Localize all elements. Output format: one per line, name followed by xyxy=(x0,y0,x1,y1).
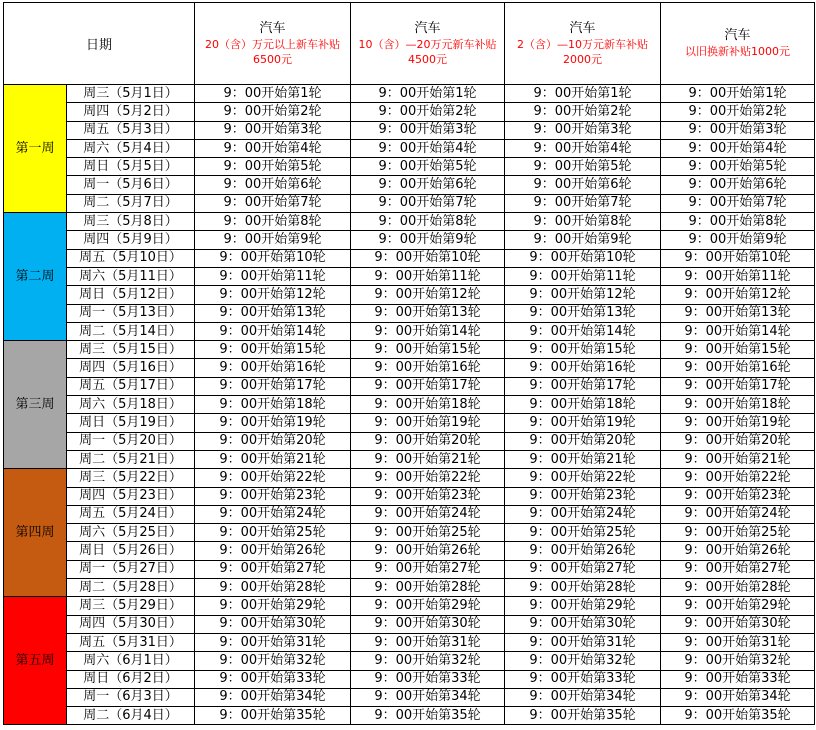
round-cell: 9：00开始第30轮 xyxy=(661,615,815,633)
round-cell: 9：00开始第26轮 xyxy=(661,542,815,560)
header-column-2 xyxy=(351,3,505,85)
round-cell: 9：00开始第16轮 xyxy=(195,359,351,377)
date-cell: 周一（5月27日） xyxy=(67,560,195,578)
round-cell: 9：00开始第8轮 xyxy=(195,213,351,231)
round-cell: 9：00开始第20轮 xyxy=(661,432,815,450)
round-cell: 9：00开始第16轮 xyxy=(505,359,661,377)
round-cell: 9：00开始第17轮 xyxy=(351,377,505,395)
round-cell: 9：00开始第30轮 xyxy=(505,615,661,633)
round-cell: 9：00开始第27轮 xyxy=(351,560,505,578)
date-cell: 周日（5月5日） xyxy=(67,158,195,176)
round-cell: 9：00开始第6轮 xyxy=(351,176,505,194)
table-row xyxy=(4,103,815,121)
round-cell: 9：00开始第16轮 xyxy=(351,359,505,377)
date-header-label: 日期 xyxy=(86,38,113,53)
date-cell: 周五（5月31日） xyxy=(67,633,195,651)
round-cell: 9：00开始第1轮 xyxy=(661,85,815,103)
round-cell: 9：00开始第17轮 xyxy=(505,377,661,395)
round-cell: 9：00开始第2轮 xyxy=(195,103,351,121)
table-row xyxy=(4,194,815,212)
date-cell: 周六（5月4日） xyxy=(67,139,195,157)
round-cell: 9：00开始第29轮 xyxy=(661,597,815,615)
round-cell: 9：00开始第6轮 xyxy=(505,176,661,194)
table-row xyxy=(4,524,815,542)
round-cell: 9：00开始第28轮 xyxy=(351,579,505,597)
round-cell: 9：00开始第20轮 xyxy=(351,432,505,450)
round-cell: 9：00开始第24轮 xyxy=(661,505,815,523)
round-cell: 9：00开始第26轮 xyxy=(505,542,661,560)
round-cell: 9：00开始第17轮 xyxy=(661,377,815,395)
round-cell: 9：00开始第12轮 xyxy=(351,286,505,304)
table-row xyxy=(4,249,815,267)
round-cell: 9：00开始第11轮 xyxy=(195,267,351,285)
round-cell: 9：00开始第24轮 xyxy=(195,505,351,523)
table-row xyxy=(4,213,815,231)
round-cell: 9：00开始第27轮 xyxy=(661,560,815,578)
round-cell: 9：00开始第13轮 xyxy=(661,304,815,322)
round-cell: 9：00开始第25轮 xyxy=(661,524,815,542)
round-cell: 9：00开始第35轮 xyxy=(351,707,505,725)
table-row xyxy=(4,231,815,249)
round-cell: 9：00开始第26轮 xyxy=(351,542,505,560)
table-row xyxy=(4,341,815,359)
round-cell: 9：00开始第1轮 xyxy=(351,85,505,103)
table-row xyxy=(4,652,815,670)
date-cell: 周三（5月22日） xyxy=(67,469,195,487)
round-cell: 9：00开始第14轮 xyxy=(661,322,815,340)
date-cell: 周六（6月1日） xyxy=(67,652,195,670)
round-cell: 9：00开始第3轮 xyxy=(351,121,505,139)
round-cell: 9：00开始第7轮 xyxy=(505,194,661,212)
column-title: 汽车 xyxy=(414,20,441,36)
round-cell: 9：00开始第31轮 xyxy=(195,633,351,651)
table-row xyxy=(4,377,815,395)
header-column-4 xyxy=(661,3,815,85)
round-cell: 9：00开始第30轮 xyxy=(351,615,505,633)
round-cell: 9：00开始第33轮 xyxy=(661,670,815,688)
round-cell: 9：00开始第21轮 xyxy=(351,450,505,468)
round-cell: 9：00开始第14轮 xyxy=(351,322,505,340)
round-cell: 9：00开始第26轮 xyxy=(195,542,351,560)
round-cell: 9：00开始第5轮 xyxy=(195,158,351,176)
round-cell: 9：00开始第8轮 xyxy=(661,213,815,231)
column-title: 汽车 xyxy=(569,20,596,36)
table-row xyxy=(4,597,815,615)
table-row xyxy=(4,542,815,560)
round-cell: 9：00开始第35轮 xyxy=(661,707,815,725)
round-cell: 9：00开始第10轮 xyxy=(195,249,351,267)
round-cell: 9：00开始第8轮 xyxy=(351,213,505,231)
round-cell: 9：00开始第17轮 xyxy=(195,377,351,395)
date-cell: 周六（5月11日） xyxy=(67,267,195,285)
round-cell: 9：00开始第31轮 xyxy=(661,633,815,651)
round-cell: 9：00开始第2轮 xyxy=(351,103,505,121)
round-cell: 9：00开始第19轮 xyxy=(661,414,815,432)
column-subtitle-line: 4500元 xyxy=(408,52,448,66)
date-cell: 周四（5月30日） xyxy=(67,615,195,633)
round-cell: 9：00开始第10轮 xyxy=(661,249,815,267)
date-cell: 周三（5月1日） xyxy=(67,85,195,103)
round-cell: 9：00开始第29轮 xyxy=(505,597,661,615)
round-cell: 9：00开始第21轮 xyxy=(505,450,661,468)
date-cell: 周五（5月17日） xyxy=(67,377,195,395)
header-date-cell xyxy=(4,3,195,85)
table-row xyxy=(4,579,815,597)
date-cell: 周六（5月25日） xyxy=(67,524,195,542)
table-row xyxy=(4,121,815,139)
round-cell: 9：00开始第23轮 xyxy=(505,487,661,505)
round-cell: 9：00开始第20轮 xyxy=(505,432,661,450)
date-cell: 周三（5月15日） xyxy=(67,341,195,359)
round-cell: 9：00开始第23轮 xyxy=(195,487,351,505)
round-cell: 9：00开始第6轮 xyxy=(661,176,815,194)
round-cell: 9：00开始第30轮 xyxy=(195,615,351,633)
round-cell: 9：00开始第29轮 xyxy=(195,597,351,615)
round-cell: 9：00开始第34轮 xyxy=(661,688,815,706)
date-cell: 周日（5月19日） xyxy=(67,414,195,432)
date-cell: 周一（5月20日） xyxy=(67,432,195,450)
date-cell: 周日（6月2日） xyxy=(67,670,195,688)
date-cell: 周三（5月8日） xyxy=(67,213,195,231)
date-cell: 周四（5月9日） xyxy=(67,231,195,249)
round-cell: 9：00开始第14轮 xyxy=(195,322,351,340)
date-cell: 周五（5月10日） xyxy=(67,249,195,267)
round-cell: 9：00开始第34轮 xyxy=(351,688,505,706)
round-cell: 9：00开始第10轮 xyxy=(505,249,661,267)
round-cell: 9：00开始第20轮 xyxy=(195,432,351,450)
table-row xyxy=(4,615,815,633)
round-cell: 9：00开始第33轮 xyxy=(195,670,351,688)
round-cell: 9：00开始第31轮 xyxy=(351,633,505,651)
table-row xyxy=(4,487,815,505)
round-cell: 9：00开始第8轮 xyxy=(505,213,661,231)
table-row xyxy=(4,158,815,176)
round-cell: 9：00开始第7轮 xyxy=(661,194,815,212)
week-label-cell: 第五周 xyxy=(4,597,67,725)
round-cell: 9：00开始第19轮 xyxy=(351,414,505,432)
round-cell: 9：00开始第18轮 xyxy=(351,396,505,414)
round-cell: 9：00开始第13轮 xyxy=(195,304,351,322)
column-title: 汽车 xyxy=(259,20,286,36)
table-row xyxy=(4,560,815,578)
round-cell: 9：00开始第31轮 xyxy=(505,633,661,651)
round-cell: 9：00开始第10轮 xyxy=(351,249,505,267)
table-row xyxy=(4,432,815,450)
round-cell: 9：00开始第6轮 xyxy=(195,176,351,194)
round-cell: 9：00开始第4轮 xyxy=(505,139,661,157)
round-cell: 9：00开始第18轮 xyxy=(195,396,351,414)
column-subtitle-line: 10（含）—20万元新车补贴 xyxy=(358,37,497,51)
round-cell: 9：00开始第2轮 xyxy=(505,103,661,121)
round-cell: 9：00开始第28轮 xyxy=(505,579,661,597)
table-row xyxy=(4,286,815,304)
table-row xyxy=(4,176,815,194)
round-cell: 9：00开始第12轮 xyxy=(505,286,661,304)
round-cell: 9：00开始第3轮 xyxy=(195,121,351,139)
header-row xyxy=(4,3,815,85)
column-title: 汽车 xyxy=(724,28,751,43)
date-cell: 周二（6月4日） xyxy=(67,707,195,725)
round-cell: 9：00开始第9轮 xyxy=(195,231,351,249)
column-subtitle-line: 2000元 xyxy=(563,52,603,66)
round-cell: 9：00开始第25轮 xyxy=(351,524,505,542)
schedule-table xyxy=(3,2,815,725)
date-cell: 周日（5月12日） xyxy=(67,286,195,304)
date-cell: 周一（5月6日） xyxy=(67,176,195,194)
round-cell: 9：00开始第25轮 xyxy=(195,524,351,542)
round-cell: 9：00开始第21轮 xyxy=(195,450,351,468)
round-cell: 9：00开始第27轮 xyxy=(505,560,661,578)
round-cell: 9：00开始第15轮 xyxy=(505,341,661,359)
round-cell: 9：00开始第28轮 xyxy=(661,579,815,597)
round-cell: 9：00开始第13轮 xyxy=(351,304,505,322)
round-cell: 9：00开始第18轮 xyxy=(505,396,661,414)
date-cell: 周四（5月2日） xyxy=(67,103,195,121)
round-cell: 9：00开始第12轮 xyxy=(195,286,351,304)
round-cell: 9：00开始第14轮 xyxy=(505,322,661,340)
date-cell: 周日（5月26日） xyxy=(67,542,195,560)
round-cell: 9：00开始第29轮 xyxy=(351,597,505,615)
week-label-cell: 第三周 xyxy=(4,341,67,469)
table-row xyxy=(4,707,815,725)
round-cell: 9：00开始第24轮 xyxy=(505,505,661,523)
round-cell: 9：00开始第7轮 xyxy=(351,194,505,212)
table-row xyxy=(4,633,815,651)
round-cell: 9：00开始第18轮 xyxy=(661,396,815,414)
round-cell: 9：00开始第15轮 xyxy=(351,341,505,359)
round-cell: 9：00开始第15轮 xyxy=(661,341,815,359)
table-row xyxy=(4,322,815,340)
table-row xyxy=(4,85,815,103)
round-cell: 9：00开始第27轮 xyxy=(195,560,351,578)
round-cell: 9：00开始第22轮 xyxy=(351,469,505,487)
week-label-cell: 第四周 xyxy=(4,469,67,597)
table-row xyxy=(4,450,815,468)
date-cell: 周六（5月18日） xyxy=(67,396,195,414)
round-cell: 9：00开始第23轮 xyxy=(351,487,505,505)
date-cell: 周五（5月24日） xyxy=(67,505,195,523)
round-cell: 9：00开始第12轮 xyxy=(661,286,815,304)
round-cell: 9：00开始第21轮 xyxy=(661,450,815,468)
round-cell: 9：00开始第1轮 xyxy=(505,85,661,103)
round-cell: 9：00开始第5轮 xyxy=(505,158,661,176)
date-cell: 周一（6月3日） xyxy=(67,688,195,706)
round-cell: 9：00开始第25轮 xyxy=(505,524,661,542)
table-row xyxy=(4,414,815,432)
table-row xyxy=(4,304,815,322)
table-row xyxy=(4,396,815,414)
round-cell: 9：00开始第11轮 xyxy=(661,267,815,285)
date-cell: 周五（5月3日） xyxy=(67,121,195,139)
round-cell: 9：00开始第11轮 xyxy=(505,267,661,285)
table-row xyxy=(4,505,815,523)
round-cell: 9：00开始第24轮 xyxy=(351,505,505,523)
table-row xyxy=(4,688,815,706)
column-subtitle-line: 以旧换新补贴1000元 xyxy=(685,45,791,58)
round-cell: 9：00开始第2轮 xyxy=(661,103,815,121)
column-subtitle-line: 20（含）万元以上新车补贴 xyxy=(205,37,341,51)
date-cell: 周二（5月21日） xyxy=(67,450,195,468)
round-cell: 9：00开始第3轮 xyxy=(661,121,815,139)
round-cell: 9：00开始第15轮 xyxy=(195,341,351,359)
round-cell: 9：00开始第9轮 xyxy=(661,231,815,249)
round-cell: 9：00开始第5轮 xyxy=(351,158,505,176)
round-cell: 9：00开始第16轮 xyxy=(661,359,815,377)
round-cell: 9：00开始第11轮 xyxy=(351,267,505,285)
round-cell: 9：00开始第7轮 xyxy=(195,194,351,212)
column-subtitle-line: 6500元 xyxy=(253,52,293,66)
round-cell: 9：00开始第1轮 xyxy=(195,85,351,103)
round-cell: 9：00开始第33轮 xyxy=(505,670,661,688)
round-cell: 9：00开始第19轮 xyxy=(505,414,661,432)
round-cell: 9：00开始第9轮 xyxy=(505,231,661,249)
round-cell: 9：00开始第32轮 xyxy=(195,652,351,670)
round-cell: 9：00开始第3轮 xyxy=(505,121,661,139)
date-cell: 周二（5月7日） xyxy=(67,194,195,212)
round-cell: 9：00开始第19轮 xyxy=(195,414,351,432)
round-cell: 9：00开始第32轮 xyxy=(351,652,505,670)
round-cell: 9：00开始第32轮 xyxy=(505,652,661,670)
round-cell: 9：00开始第34轮 xyxy=(505,688,661,706)
date-cell: 周一（5月13日） xyxy=(67,304,195,322)
table-row xyxy=(4,670,815,688)
round-cell: 9：00开始第4轮 xyxy=(661,139,815,157)
round-cell: 9：00开始第4轮 xyxy=(195,139,351,157)
round-cell: 9：00开始第35轮 xyxy=(195,707,351,725)
round-cell: 9：00开始第32轮 xyxy=(661,652,815,670)
round-cell: 9：00开始第22轮 xyxy=(661,469,815,487)
table-row xyxy=(4,267,815,285)
round-cell: 9：00开始第4轮 xyxy=(351,139,505,157)
column-subtitle-line: 2（含）—10万元新车补贴 xyxy=(517,37,649,51)
round-cell: 9：00开始第33轮 xyxy=(351,670,505,688)
round-cell: 9：00开始第9轮 xyxy=(351,231,505,249)
table-row xyxy=(4,139,815,157)
week-label-cell: 第一周 xyxy=(4,85,67,213)
round-cell: 9：00开始第22轮 xyxy=(195,469,351,487)
date-cell: 周四（5月16日） xyxy=(67,359,195,377)
round-cell: 9：00开始第28轮 xyxy=(195,579,351,597)
round-cell: 9：00开始第5轮 xyxy=(661,158,815,176)
date-cell: 周四（5月23日） xyxy=(67,487,195,505)
date-cell: 周二（5月14日） xyxy=(67,322,195,340)
round-cell: 9：00开始第34轮 xyxy=(195,688,351,706)
round-cell: 9：00开始第35轮 xyxy=(505,707,661,725)
date-cell: 周二（5月28日） xyxy=(67,579,195,597)
week-label-cell: 第二周 xyxy=(4,213,67,341)
header-column-3 xyxy=(505,3,661,85)
date-cell: 周三（5月29日） xyxy=(67,597,195,615)
round-cell: 9：00开始第13轮 xyxy=(505,304,661,322)
round-cell: 9：00开始第23轮 xyxy=(661,487,815,505)
table-row xyxy=(4,469,815,487)
schedule-body xyxy=(4,85,815,725)
header-column-1 xyxy=(195,3,351,85)
round-cell: 9：00开始第22轮 xyxy=(505,469,661,487)
table-row xyxy=(4,359,815,377)
